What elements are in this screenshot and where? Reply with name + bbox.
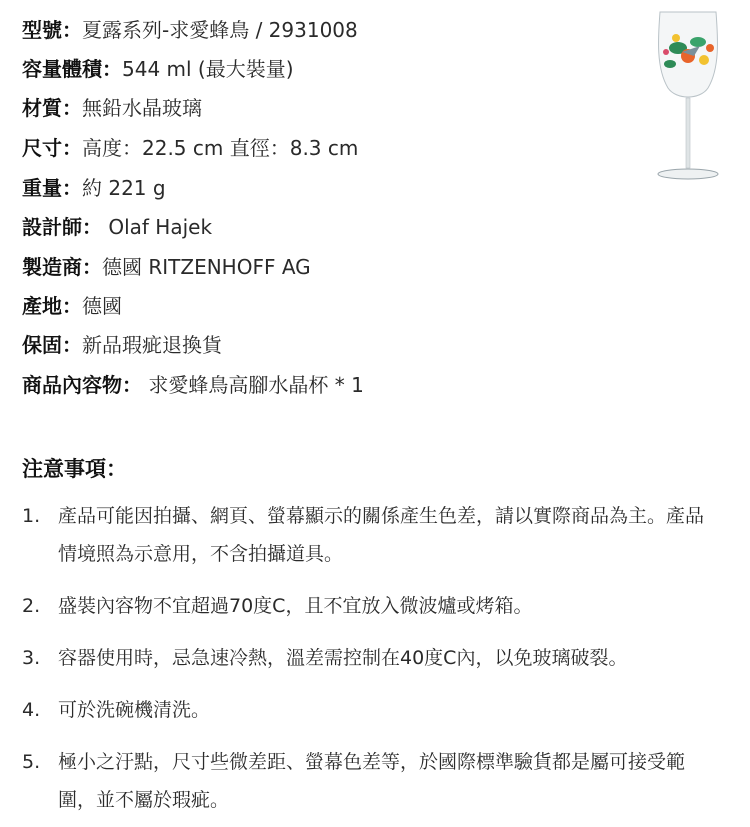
notes-title: 注意事項： (22, 457, 127, 481)
spec-manufacturer-value: 德國 RITZENHOFF AG (102, 255, 311, 279)
spec-contents (22, 372, 364, 398)
spec-origin-label: 產地： (22, 294, 82, 318)
spec-material (22, 95, 202, 121)
spec-model (22, 17, 358, 43)
note-text: 產品可能因拍攝、網頁、螢幕顯示的關係產生色差，請以實際商品為主。產品情境照為示意用，不含拍攝道具。 (58, 505, 705, 565)
note-item (22, 743, 722, 819)
spec-model-label: 型號： (22, 18, 82, 42)
note-item (22, 497, 722, 573)
spec-designer-value: Olaf Hajek (102, 215, 213, 239)
note-text: 極小之汙點，尺寸些微差距、螢幕色差等，於國際標準驗貨都是屬可接受範圍，並不屬於瑕疵。 (58, 751, 686, 811)
note-number: 5. (22, 751, 41, 773)
note-number: 2. (22, 595, 41, 617)
note-number: 3. (22, 647, 41, 669)
spec-designer-label: 設計師： (22, 215, 102, 239)
spec-contents-label: 商品內容物： (22, 373, 142, 397)
spec-warranty-label: 保固： (22, 333, 82, 357)
product-glass-image (648, 8, 728, 184)
spec-manufacturer (22, 254, 311, 280)
note-text: 盛裝內容物不宜超過70度C，且不宜放入微波爐或烤箱。 (58, 595, 533, 617)
spec-material-value: 無鉛水晶玻璃 (82, 96, 202, 120)
note-item (22, 691, 722, 729)
note-text: 可於洗碗機清洗。 (58, 699, 211, 721)
spec-origin (22, 293, 122, 319)
spec-capacity (22, 56, 294, 82)
spec-size (22, 135, 358, 161)
spec-weight (22, 175, 166, 201)
spec-material-label: 材質： (22, 96, 82, 120)
spec-model-value: 夏露系列-求愛蜂鳥 / 2931008 (82, 18, 358, 42)
spec-warranty-value: 新品瑕疵退換貨 (82, 333, 222, 357)
spec-size-label: 尺寸： (22, 136, 82, 160)
spec-size-value: 高度：22.5 cm 直徑：8.3 cm (82, 136, 359, 160)
spec-weight-label: 重量： (22, 176, 82, 200)
spec-weight-value: 約 221 g (82, 176, 166, 200)
note-number: 4. (22, 699, 41, 721)
note-number: 1. (22, 505, 41, 527)
spec-designer (22, 214, 212, 240)
note-text: 容器使用時，忌急速冷熱，溫差需控制在40度C內，以免玻璃破裂。 (58, 647, 628, 669)
spec-origin-value: 德國 (82, 294, 122, 318)
note-item (22, 639, 722, 677)
note-item (22, 587, 722, 625)
spec-capacity-label: 容量體積： (22, 57, 122, 81)
spec-manufacturer-label: 製造商： (22, 255, 102, 279)
spec-contents-value: 求愛蜂鳥高腳水晶杯 * 1 (142, 373, 364, 397)
spec-warranty (22, 332, 222, 358)
spec-capacity-value: 544 ml (最大裝量) (122, 57, 294, 81)
